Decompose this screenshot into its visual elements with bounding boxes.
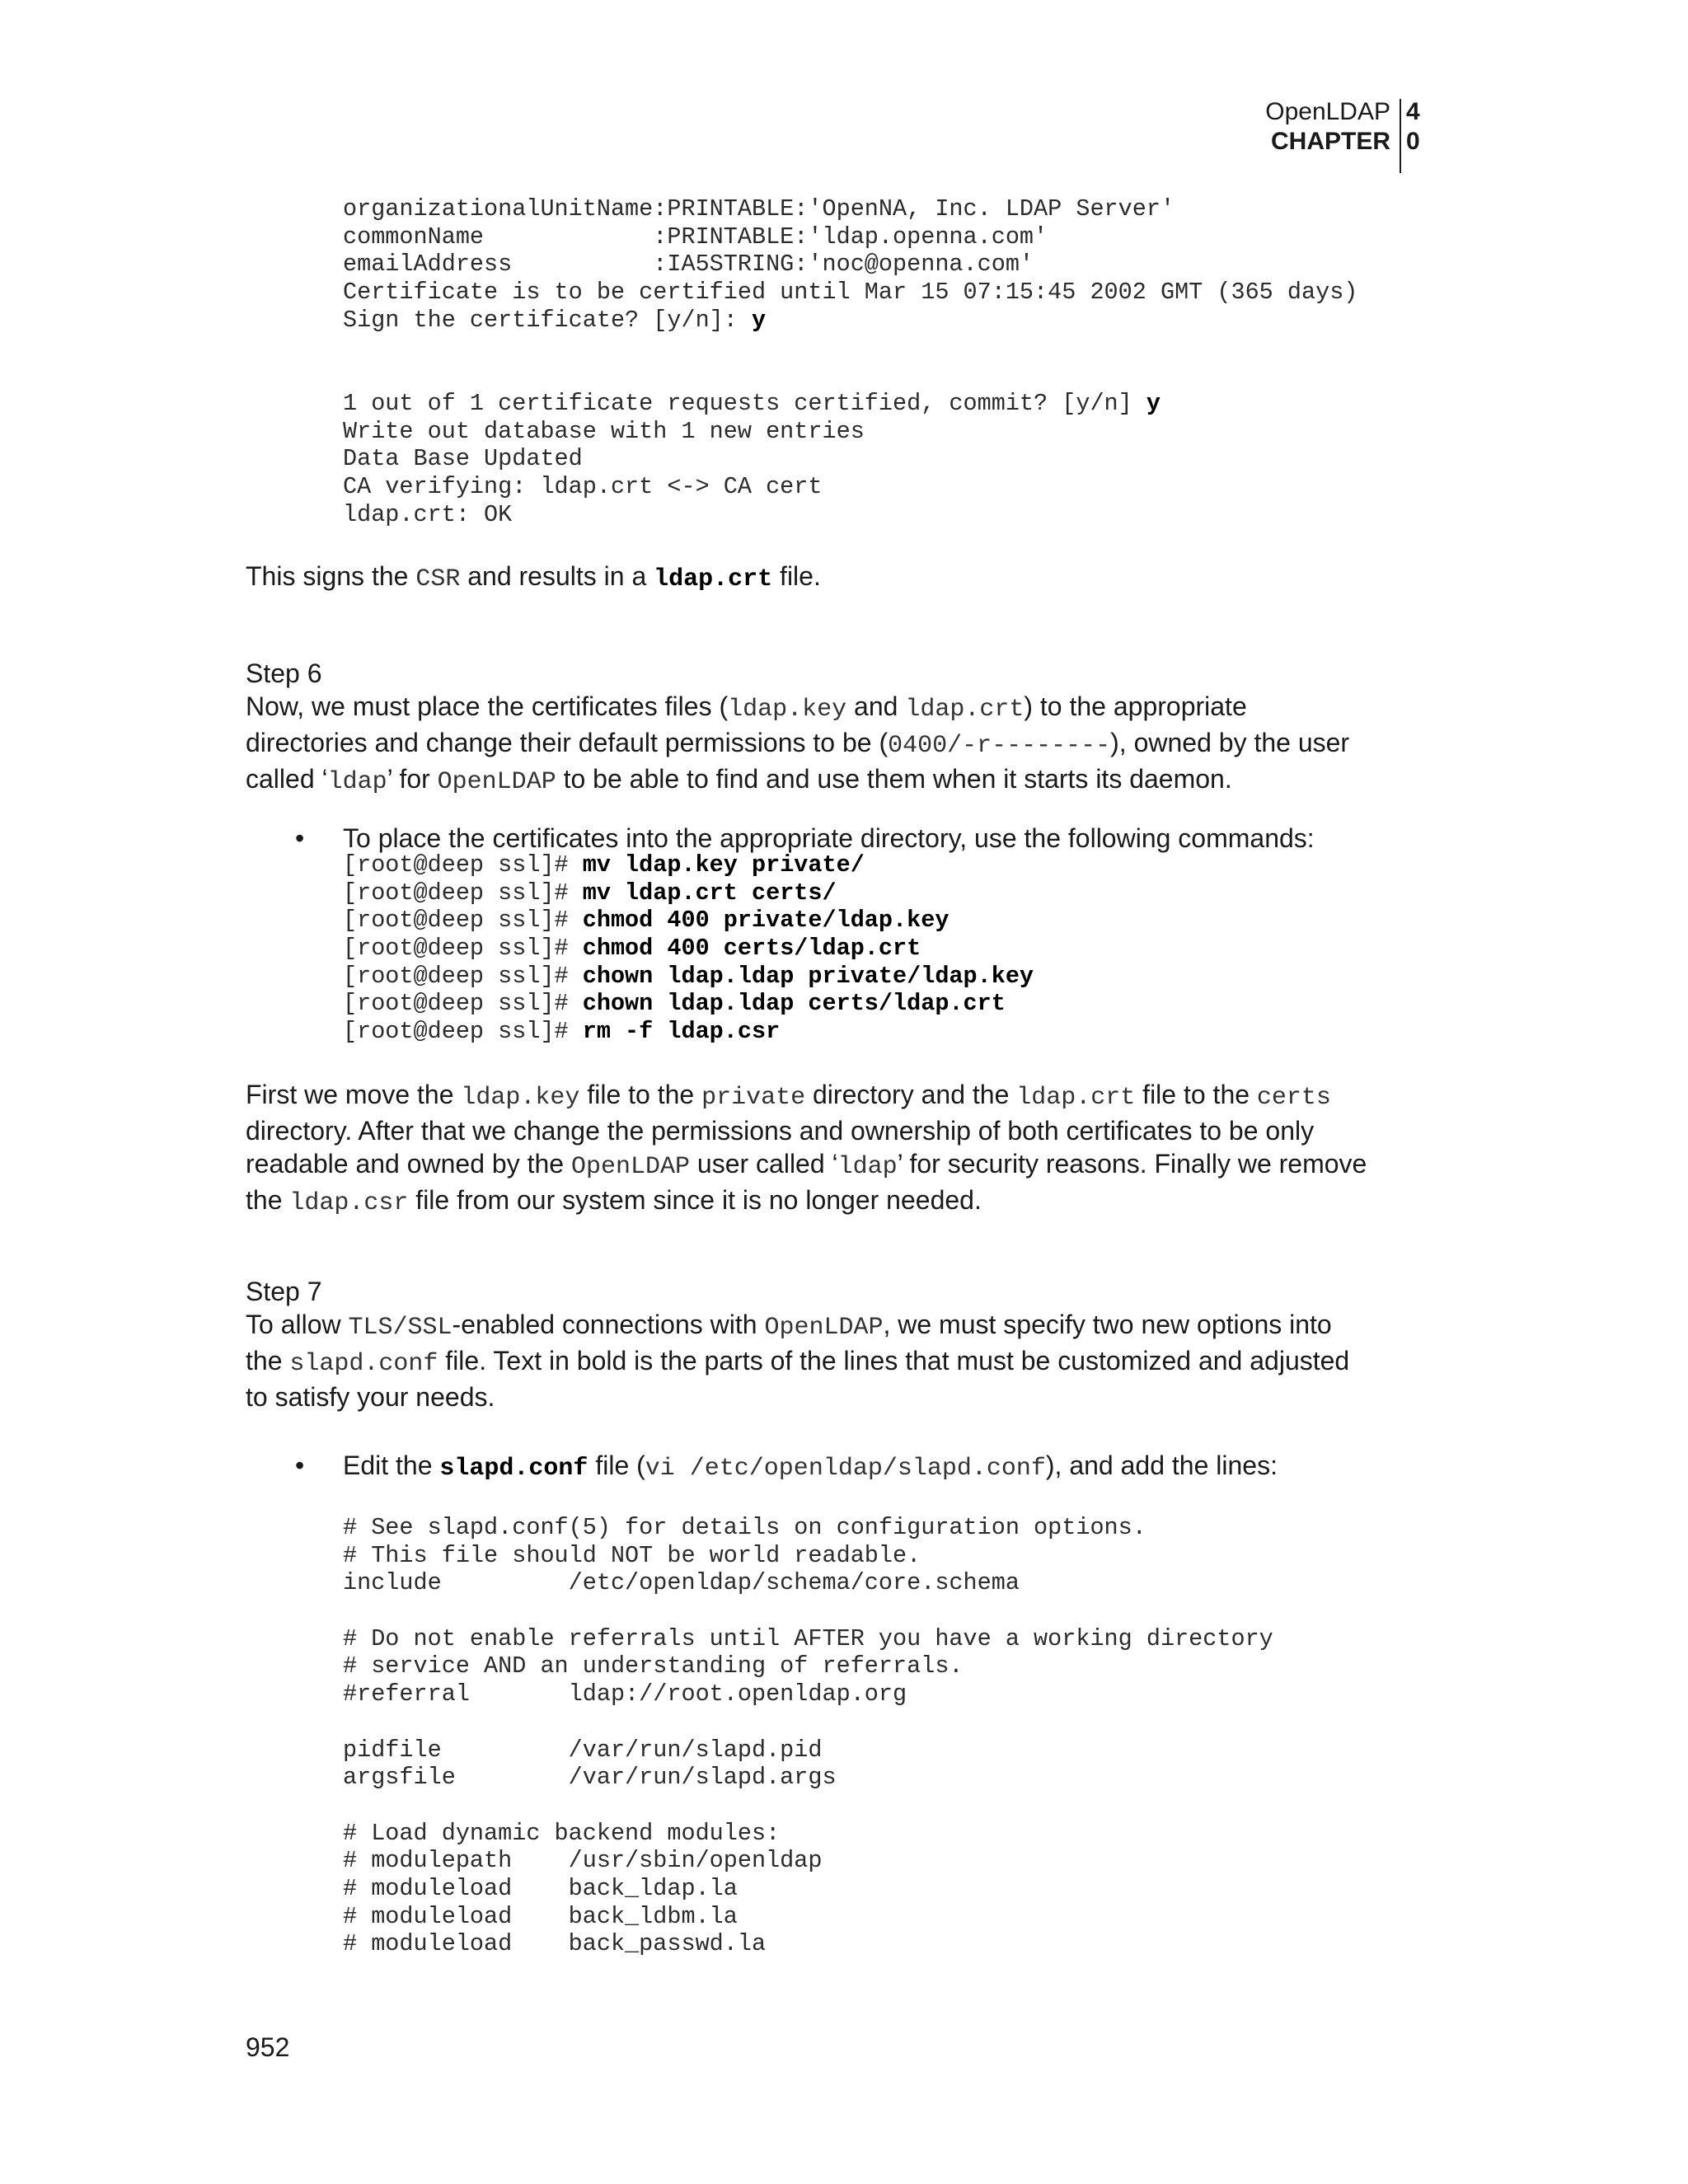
text: To allow xyxy=(246,1310,349,1339)
text: directories and change their default permissions to be ( xyxy=(246,728,889,757)
config-line xyxy=(343,1792,1273,1820)
cert-signing-output xyxy=(343,195,1357,528)
step7-line-1 xyxy=(246,1308,1432,1344)
text: file from our system since it is no longer needed. xyxy=(408,1185,982,1215)
inline-code: ldap.csr xyxy=(289,1189,409,1217)
config-line: include /etc/openldap/schema/core.schema xyxy=(343,1569,1020,1597)
chapter-label: CHAPTER xyxy=(1270,128,1390,155)
code-text: Certificate is to be certified until Mar 15 07:15:45 2002 GMT (365 days) xyxy=(343,279,1358,307)
signs-paragraph xyxy=(246,560,1432,596)
shell-command: chmod 400 private/ldap.key xyxy=(582,907,950,935)
inline-code: 0400/-r-------- xyxy=(888,732,1111,760)
chapter-number-digit-1: 4 xyxy=(1406,98,1420,125)
code-line xyxy=(343,223,1357,251)
code-line xyxy=(343,251,1357,279)
inline-code: OpenLDAP xyxy=(764,1314,884,1342)
user-input: y xyxy=(1146,389,1160,417)
config-line: # moduleload back_ldbm.la xyxy=(343,1902,738,1930)
text: file to the xyxy=(579,1080,702,1109)
step6-line-3 xyxy=(246,762,1432,799)
step6-line-2 xyxy=(246,726,1432,762)
shell-prompt: [root@deep ssl]# xyxy=(343,990,583,1018)
code-text: Data Base Updated xyxy=(343,445,583,473)
shell-command: chown ldap.ldap private/ldap.key xyxy=(582,962,1034,990)
explanation-paragraph xyxy=(246,1078,1432,1220)
text: Edit the xyxy=(343,1451,440,1480)
config-line: pidfile /var/run/slapd.pid xyxy=(343,1736,823,1764)
page-number: 952 xyxy=(246,2032,290,2062)
text: ’ for xyxy=(387,764,438,794)
inline-code: OpenLDAP xyxy=(437,768,556,796)
header-divider xyxy=(1400,99,1401,173)
inline-code: certs xyxy=(1256,1084,1331,1112)
config-line: # This file should NOT be world readable. xyxy=(343,1541,921,1569)
code-text: ldap.crt: OK xyxy=(343,500,513,528)
inline-code-bold: slapd.conf xyxy=(439,1455,588,1483)
config-line xyxy=(343,1597,1273,1625)
code-line xyxy=(343,362,1357,390)
command-line xyxy=(343,1018,1034,1046)
config-line: #referral ldap://root.openldap.org xyxy=(343,1680,907,1708)
step6-line-1 xyxy=(246,690,1432,726)
inline-code: OpenLDAP xyxy=(570,1153,690,1181)
text: First we move the xyxy=(246,1080,462,1109)
code-line xyxy=(343,418,1357,446)
explanation-line-4 xyxy=(246,1183,1432,1220)
code-text: emailAddress :IA5STRING:'noc@openna.com' xyxy=(343,251,1034,279)
config-line: argsfile /var/run/slapd.args xyxy=(343,1764,837,1792)
text: and xyxy=(846,691,906,721)
code-text: organizationalUnitName:PRINTABLE:'OpenNA, Inc. LDAP Server' xyxy=(343,195,1175,223)
bullet-marker: • xyxy=(295,1451,305,1480)
code-line xyxy=(343,501,1357,529)
step6-heading: Step 6 xyxy=(246,658,322,688)
command-line xyxy=(343,990,1034,1018)
inline-code: vi /etc/openldap/slapd.conf xyxy=(645,1455,1046,1483)
shell-prompt: [root@deep ssl]# xyxy=(343,1018,583,1046)
running-header xyxy=(1154,97,1426,173)
inline-code-bold: ldap.crt xyxy=(654,565,773,593)
text: file. Text in bold is the parts of the lines that must be customized and adjusted xyxy=(438,1346,1350,1376)
text: file to the xyxy=(1135,1080,1257,1109)
step7-line-3: to satisfy your needs. xyxy=(246,1382,495,1412)
step7-section xyxy=(246,1275,1432,1413)
shell-prompt: [root@deep ssl]# xyxy=(343,907,583,935)
text: file. xyxy=(772,561,821,591)
text: to be able to find and use them when it starts its daemon. xyxy=(556,764,1232,794)
inline-code: ldap.crt xyxy=(905,696,1025,724)
config-line: # moduleload back_ldap.la xyxy=(343,1874,738,1902)
text: the xyxy=(246,1346,290,1376)
shell-command: rm -f ldap.csr xyxy=(582,1018,781,1046)
chapter-number xyxy=(1406,97,1420,157)
step7-bullet-text xyxy=(343,1449,1278,1485)
code-line xyxy=(343,390,1357,418)
inline-code: ldap xyxy=(837,1153,898,1181)
text: the xyxy=(246,1185,290,1215)
text: ), owned by the user xyxy=(1110,728,1350,757)
shell-prompt: [root@deep ssl]# xyxy=(343,962,583,990)
inline-code: ldap xyxy=(327,768,387,796)
explanation-line-3 xyxy=(246,1147,1432,1183)
shell-prompt: [root@deep ssl]# xyxy=(343,935,583,963)
command-line xyxy=(343,907,1034,935)
text: user called ‘ xyxy=(690,1149,838,1179)
command-line xyxy=(343,963,1034,991)
code-line xyxy=(343,445,1357,473)
code-text: Sign the certificate? [y/n]: xyxy=(343,306,752,334)
command-line xyxy=(343,851,1034,879)
config-line: # Do not enable referrals until AFTER you have a working directory xyxy=(343,1624,1273,1652)
text: called ‘ xyxy=(246,764,328,794)
shell-command: mv ldap.crt certs/ xyxy=(582,879,837,907)
text: This signs the xyxy=(246,561,416,591)
text: ’ for security reasons. Finally we remove xyxy=(897,1149,1367,1179)
placement-commands xyxy=(343,851,1034,1046)
config-line: # moduleload back_passwd.la xyxy=(343,1930,767,1958)
inline-code: slapd.conf xyxy=(289,1350,438,1378)
shell-command: chmod 400 certs/ldap.crt xyxy=(582,935,921,963)
code-line xyxy=(343,307,1357,335)
shell-prompt: [root@deep ssl]# xyxy=(343,851,583,879)
shell-command: mv ldap.key private/ xyxy=(582,851,865,879)
step6-bullet-text: To place the certificates into the appropriate directory, use the following commands: xyxy=(343,823,1315,853)
slapd-conf-lines xyxy=(343,1514,1273,1958)
explanation-line-1 xyxy=(246,1078,1432,1114)
code-line xyxy=(343,195,1357,223)
text: directory and the xyxy=(805,1080,1017,1109)
config-line: # modulepath /usr/sbin/openldap xyxy=(343,1847,823,1875)
text: Now, we must place the certificates files ( xyxy=(246,691,729,721)
text: ), and add the lines: xyxy=(1045,1451,1278,1480)
text: -enabled connections with xyxy=(452,1310,765,1339)
text: and results in a xyxy=(460,561,654,591)
inline-code: ldap.key xyxy=(461,1084,580,1112)
text: ) to the appropriate xyxy=(1024,691,1247,721)
step7-line-2 xyxy=(246,1344,1432,1380)
code-text: Write out database with 1 new entries xyxy=(343,417,865,445)
inline-code: ldap.crt xyxy=(1016,1084,1136,1112)
inline-code: CSR xyxy=(415,565,461,593)
text: file ( xyxy=(588,1451,645,1480)
text: readable and owned by the xyxy=(246,1149,571,1179)
inline-code: TLS/SSL xyxy=(348,1314,452,1342)
config-line: # service AND an understanding of referrals. xyxy=(343,1652,964,1680)
inline-code: ldap.key xyxy=(728,696,847,724)
chapter-number-digit-2: 0 xyxy=(1406,128,1420,155)
explanation-line-2: directory. After that we change the permissions and ownership of both certificates to be only xyxy=(246,1116,1315,1146)
chapter-heading xyxy=(1265,97,1390,157)
text: , we must specify two new options into xyxy=(883,1310,1332,1339)
command-line xyxy=(343,935,1034,963)
chapter-title: OpenLDAP xyxy=(1265,98,1390,125)
code-line xyxy=(343,334,1357,362)
step7-heading: Step 7 xyxy=(246,1277,322,1306)
user-input: y xyxy=(751,306,767,334)
command-line xyxy=(343,879,1034,907)
config-line xyxy=(343,1708,1273,1736)
code-line xyxy=(343,279,1357,307)
code-text: commonName :PRINTABLE:'ldap.openna.com' xyxy=(343,223,1048,251)
step6-section xyxy=(246,657,1432,799)
bullet-marker: • xyxy=(295,823,305,853)
code-text: 1 out of 1 certificate requests certified, commit? [y/n] xyxy=(343,389,1146,417)
inline-code: private xyxy=(701,1084,806,1112)
config-line: # Load dynamic backend modules: xyxy=(343,1819,781,1847)
signs-line xyxy=(246,560,1432,596)
code-text: CA verifying: ldap.crt <-> CA cert xyxy=(343,472,823,500)
code-line xyxy=(343,473,1357,501)
shell-prompt: [root@deep ssl]# xyxy=(343,879,583,907)
shell-command: chown ldap.ldap certs/ldap.crt xyxy=(582,990,1006,1018)
config-line: # See slapd.conf(5) for details on configuration options. xyxy=(343,1514,1146,1541)
